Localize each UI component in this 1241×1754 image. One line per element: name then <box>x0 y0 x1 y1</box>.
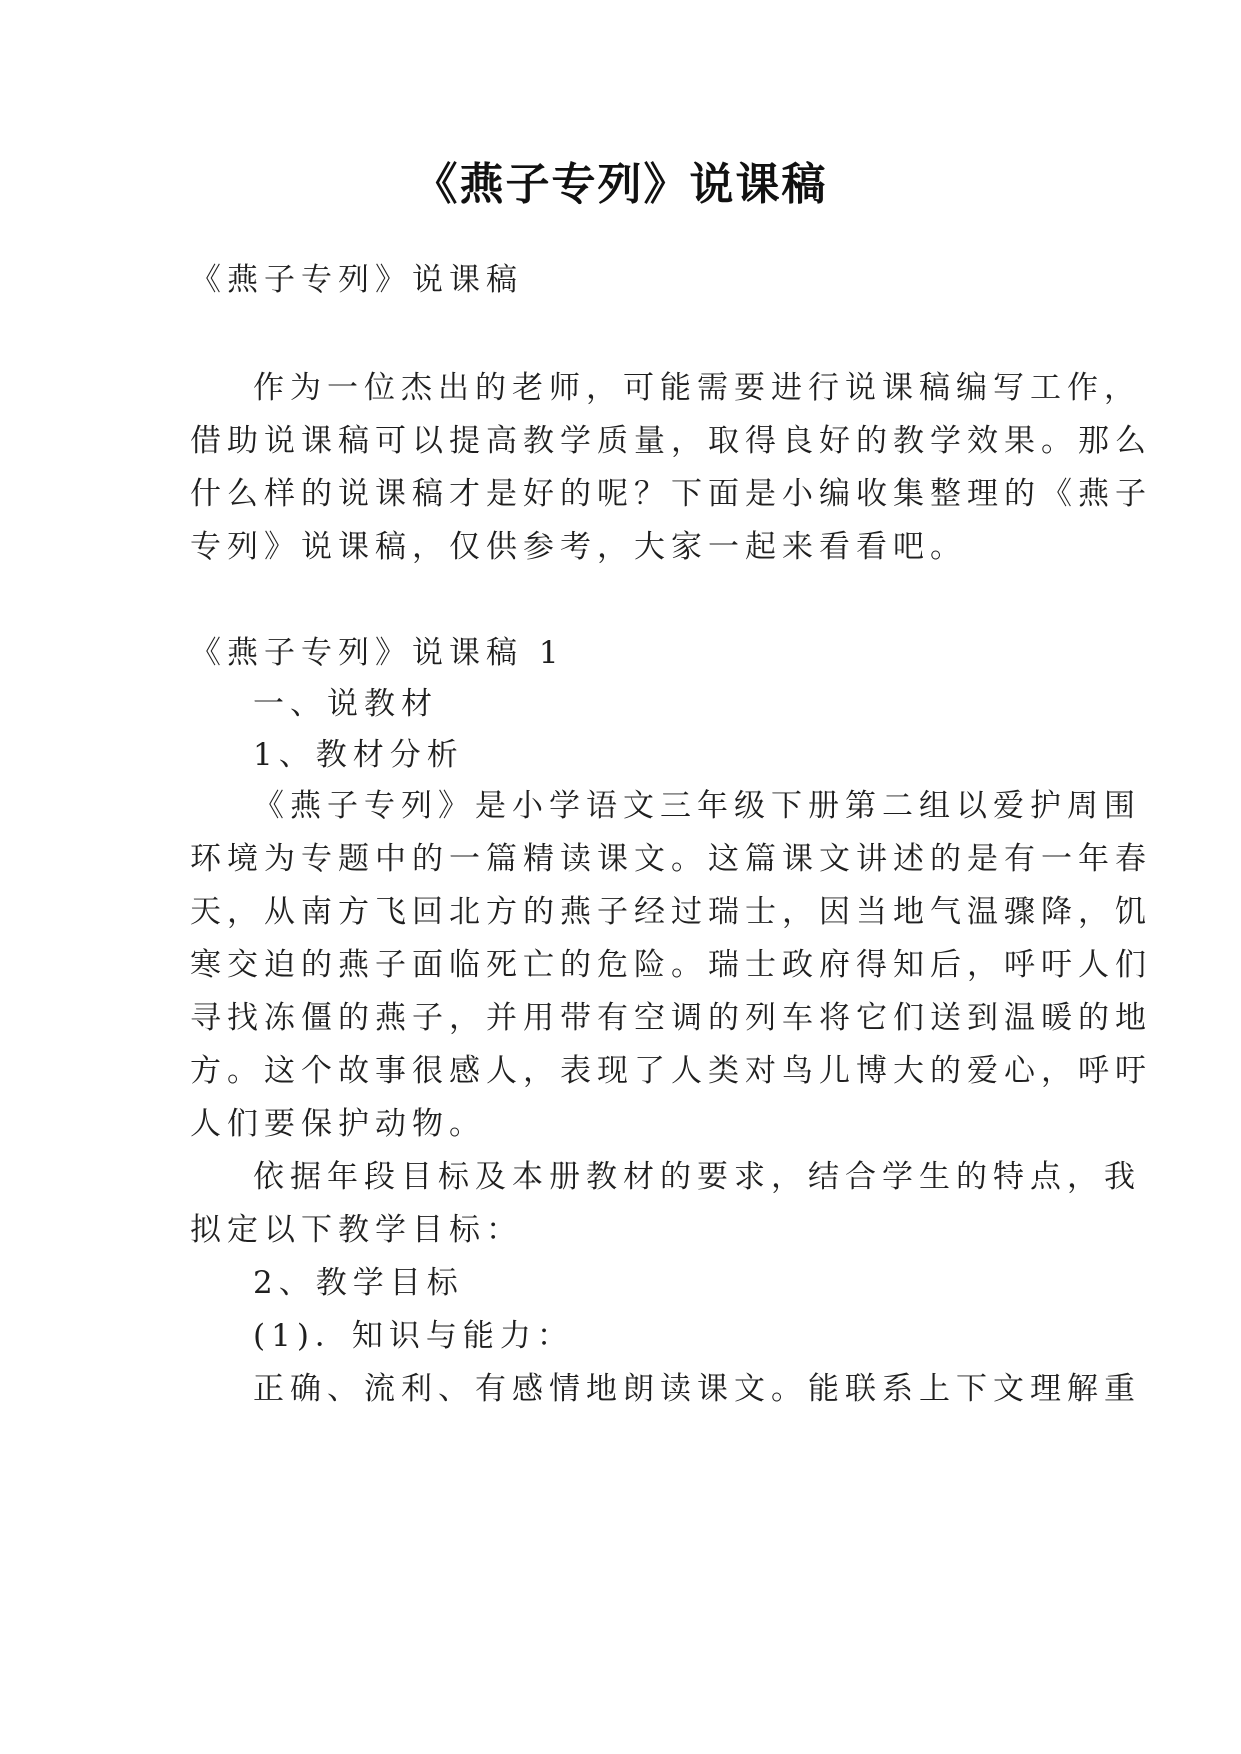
intro-line: 什么样的说课稿才是好的呢？下面是小编收集整理的《燕子 <box>190 476 1152 512</box>
intro-line: 借助说课稿可以提高教学质量，取得良好的教学效果。那么 <box>190 423 1152 459</box>
body-line: 《燕子专列》是小学语文三年级下册第二组以爱护周围 <box>253 788 1141 824</box>
body-line: 方。这个故事很感人，表现了人类对鸟儿博大的爱心，呼吁 <box>190 1053 1152 1089</box>
document-title: 《燕子专列》说课稿 <box>413 159 828 210</box>
subsection-heading: 1、教材分析 <box>253 737 464 773</box>
subsection-heading: 一、说教材 <box>253 686 438 722</box>
body-line: 正确、流利、有感情地朗读课文。能联系上下文理解重 <box>253 1371 1141 1407</box>
body-line: 拟定以下教学目标： <box>190 1212 523 1248</box>
subsection-heading: (1)．知识与能力： <box>253 1318 574 1354</box>
body-line: 依据年段目标及本册教材的要求，结合学生的特点，我 <box>253 1159 1141 1195</box>
body-line: 寻找冻僵的燕子，并用带有空调的列车将它们送到温暖的地 <box>190 1000 1152 1036</box>
intro-line: 专列》说课稿，仅供参考，大家一起来看看吧。 <box>190 529 967 565</box>
body-line: 寒交迫的燕子面临死亡的危险。瑞士政府得知后，呼吁人们 <box>190 947 1152 983</box>
section-heading: 《燕子专列》说课稿 1 <box>190 635 565 671</box>
intro-line: 作为一位杰出的老师，可能需要进行说课稿编写工作， <box>253 370 1141 406</box>
body-line: 环境为专题中的一篇精读课文。这篇课文讲述的是有一年春 <box>190 841 1152 877</box>
subtitle-line: 《燕子专列》说课稿 <box>190 262 523 298</box>
body-line: 人们要保护动物。 <box>190 1106 486 1142</box>
body-line: 天，从南方飞回北方的燕子经过瑞士，因当地气温骤降，饥 <box>190 894 1152 930</box>
subsection-heading: 2、教学目标 <box>253 1265 464 1301</box>
